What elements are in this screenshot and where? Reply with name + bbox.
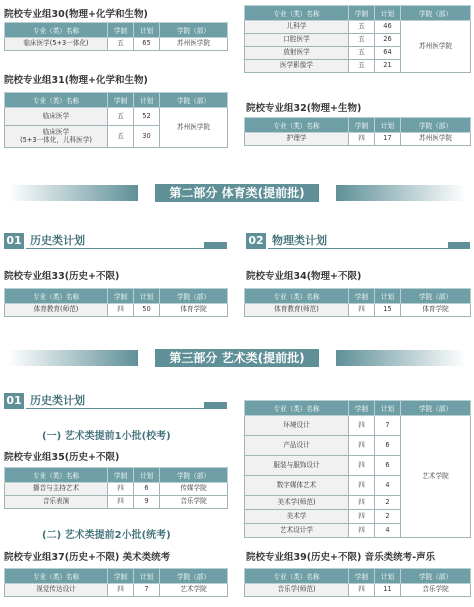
header-years: 学制 [349, 6, 375, 21]
part-3-banner [0, 346, 474, 370]
major-cell: 数字媒体艺术 [245, 476, 349, 496]
group-32-title: 院校专业组32(物理+生物) [246, 103, 362, 114]
section-number: 01 [4, 393, 24, 409]
section-label: 历史类计划 [30, 394, 85, 407]
years-cell: 五 [108, 38, 134, 51]
plan-cell: 17 [375, 133, 401, 146]
table-row [5, 38, 228, 51]
plan-cell: 2 [375, 510, 401, 524]
major-cell: 体育教育(师范) [245, 304, 349, 317]
header-plan: 计划 [375, 118, 401, 133]
major-cell: 放射医学 [245, 47, 349, 60]
group-33-title: 院校专业组33(历史+不限) [4, 271, 120, 282]
section-number: 01 [4, 233, 24, 249]
section-rule [268, 248, 470, 249]
table-header-row [5, 23, 228, 38]
header-plan: 计划 [134, 23, 160, 38]
header-college: 学院（部） [401, 401, 471, 416]
plan-cell: 50 [134, 304, 160, 317]
group-35-title: 院校专业组35(历史+不限) [4, 452, 120, 463]
header-college: 学院（部） [401, 118, 471, 133]
header-plan: 计划 [134, 289, 160, 304]
major-cell: 产品设计 [245, 436, 349, 456]
header-major: 专业（类）名称 [5, 569, 108, 584]
major-cell: 医学影像学 [245, 60, 349, 73]
header-college: 学院（部） [160, 569, 228, 584]
major-cell: 视觉传达设计 [5, 584, 108, 597]
major-cell: 护理学 [245, 133, 349, 146]
group-32-table [244, 117, 471, 146]
table-header-row [5, 468, 228, 483]
part-2-title: 第二部分 体育类(提前批) [0, 184, 474, 201]
header-college: 学院（部） [160, 289, 228, 304]
major-cell: 临床医学(5+3一体化) [5, 38, 108, 51]
plan-cell: 7 [375, 416, 401, 436]
table-header-row [5, 93, 228, 108]
header-years: 学制 [349, 118, 375, 133]
group-31-title: 院校专业组31(物理+化学和生物) [4, 75, 148, 86]
group-39-table [244, 568, 471, 597]
college-cell: 体育学院 [401, 304, 471, 317]
header-college: 学院（部） [401, 6, 471, 21]
group-31-table [4, 92, 228, 148]
years-cell: 四 [349, 510, 375, 524]
years-cell: 五 [108, 108, 134, 126]
plan-cell: 6 [134, 483, 160, 496]
plan-cell: 4 [375, 524, 401, 538]
college-cell: 苏州医学院 [160, 108, 228, 148]
years-cell: 四 [349, 476, 375, 496]
section-tab [204, 402, 227, 409]
major-cell: 口腔医学 [245, 34, 349, 47]
header-major: 专业（类）名称 [5, 93, 108, 108]
years-cell: 四 [349, 524, 375, 538]
group-30-title: 院校专业组30(物理+化学和生物) [4, 9, 148, 20]
years-cell: 五 [108, 126, 134, 148]
table-row [5, 483, 228, 496]
part-3-title: 第三部分 艺术类(提前批) [0, 349, 474, 366]
table-row [245, 584, 471, 597]
section-tab [204, 242, 227, 249]
header-major: 专业（类）名称 [245, 6, 349, 21]
plan-cell: 9 [134, 496, 160, 509]
table-row [245, 21, 471, 34]
major-cell: 服装与服饰设计 [245, 456, 349, 476]
table-row [245, 133, 471, 146]
group-30-table [4, 22, 228, 51]
header-years: 学制 [108, 93, 134, 108]
header-major: 专业（类）名称 [245, 289, 349, 304]
table-header-row [245, 289, 471, 304]
plan-cell: 65 [134, 38, 160, 51]
college-cell: 体育学院 [160, 304, 228, 317]
subsection-batch-2: (二) 艺术类提前2小批(统考) [42, 530, 171, 541]
header-years: 学制 [349, 289, 375, 304]
header-major: 专业（类）名称 [5, 468, 108, 483]
plan-cell: 2 [375, 496, 401, 510]
header-plan: 计划 [134, 468, 160, 483]
table-header-row [245, 569, 471, 584]
years-cell: 四 [349, 304, 375, 317]
years-cell: 四 [108, 483, 134, 496]
group-37-table [4, 568, 228, 597]
header-major: 专业（类）名称 [245, 569, 349, 584]
header-major: 专业（类）名称 [5, 289, 108, 304]
header-plan: 计划 [375, 289, 401, 304]
header-plan: 计划 [375, 6, 401, 21]
table-row [5, 584, 228, 597]
major-cell: 临床医学 (5+3一体化，儿科医学) [5, 126, 108, 148]
plan-cell: 21 [375, 60, 401, 73]
group-33-table [4, 288, 228, 317]
table-header-row [245, 6, 471, 21]
college-cell: 艺术学院 [401, 416, 471, 538]
header-college: 学院（部） [401, 569, 471, 584]
header-college: 学院（部） [160, 468, 228, 483]
header-major: 专业（类）名称 [245, 401, 349, 416]
header-years: 学制 [108, 468, 134, 483]
years-cell: 四 [349, 133, 375, 146]
table-row [5, 108, 228, 126]
section-label: 历史类计划 [30, 234, 85, 247]
years-cell: 五 [349, 34, 375, 47]
header-years: 学制 [349, 401, 375, 416]
table-row [5, 496, 228, 509]
section-history-pe [4, 233, 227, 249]
table-header-row [5, 569, 228, 584]
header-college: 学院（部） [160, 93, 228, 108]
header-years: 学制 [108, 23, 134, 38]
major-cell: 体育教育(师范) [5, 304, 108, 317]
section-tab [448, 242, 470, 249]
header-years: 学制 [349, 569, 375, 584]
plan-cell: 4 [375, 476, 401, 496]
plan-cell: 26 [375, 34, 401, 47]
header-college: 学院（部） [160, 23, 228, 38]
section-rule [26, 408, 227, 409]
plan-cell: 64 [375, 47, 401, 60]
section-rule [26, 248, 227, 249]
years-cell: 四 [108, 496, 134, 509]
header-major: 专业（类）名称 [5, 23, 108, 38]
major-cell: 艺术设计学 [245, 524, 349, 538]
major-cell: 环境设计 [245, 416, 349, 436]
years-cell: 五 [349, 60, 375, 73]
plan-cell: 15 [375, 304, 401, 317]
major-cell: 美术学 [245, 510, 349, 524]
group-34-title: 院校专业组34(物理+不限) [246, 271, 362, 282]
section-physics-pe [246, 233, 470, 249]
table-row [245, 416, 471, 436]
table-row [245, 304, 471, 317]
header-years: 学制 [108, 569, 134, 584]
years-cell: 四 [108, 584, 134, 597]
plan-cell: 7 [134, 584, 160, 597]
major-cell: 音乐学(师范) [245, 584, 349, 597]
header-plan: 计划 [134, 569, 160, 584]
major-cell: 美术学(师范) [245, 496, 349, 510]
section-history-art [4, 393, 227, 409]
years-cell: 四 [349, 456, 375, 476]
section-number: 02 [246, 233, 266, 249]
table-header-row [245, 401, 471, 416]
header-major: 专业（类）名称 [245, 118, 349, 133]
section-label: 物理类计划 [272, 234, 327, 247]
college-cell: 音乐学院 [401, 584, 471, 597]
plan-cell: 30 [134, 126, 160, 148]
college-cell: 苏州医学院 [401, 133, 471, 146]
header-years: 学制 [108, 289, 134, 304]
college-cell: 传媒学院 [160, 483, 228, 496]
plan-cell: 6 [375, 456, 401, 476]
plan-cell: 11 [375, 584, 401, 597]
years-cell: 四 [349, 436, 375, 456]
plan-cell: 6 [375, 436, 401, 456]
college-cell: 艺术学院 [160, 584, 228, 597]
major-cell: 临床医学 [5, 108, 108, 126]
group-37-title: 院校专业组37(历史+不限) 美术类统考 [4, 552, 171, 563]
years-cell: 五 [349, 47, 375, 60]
table-header-row [5, 289, 228, 304]
major-cell: 音乐表演 [5, 496, 108, 509]
table-row [5, 304, 228, 317]
group-39-title: 院校专业组39(历史+不限) 音乐类统考-声乐 [246, 552, 436, 563]
subsection-batch-1: (一) 艺术类提前1小批(校考) [42, 431, 171, 442]
header-college: 学院（部） [401, 289, 471, 304]
college-cell: 音乐学院 [160, 496, 228, 509]
continued-medical-table [244, 5, 471, 73]
years-cell: 四 [349, 584, 375, 597]
college-cell: 苏州医学院 [160, 38, 228, 51]
group-34-table [244, 288, 471, 317]
part-2-banner [0, 181, 474, 205]
years-cell: 四 [349, 496, 375, 510]
college-cell: 苏州医学院 [401, 21, 471, 73]
plan-cell: 52 [134, 108, 160, 126]
group-35-table [4, 467, 228, 509]
header-plan: 计划 [134, 93, 160, 108]
plan-cell: 46 [375, 21, 401, 34]
major-cell: 儿科学 [245, 21, 349, 34]
art-design-table [244, 400, 471, 538]
table-header-row [245, 118, 471, 133]
header-plan: 计划 [375, 401, 401, 416]
years-cell: 四 [349, 416, 375, 436]
major-cell: 播音与主持艺术 [5, 483, 108, 496]
header-plan: 计划 [375, 569, 401, 584]
years-cell: 四 [108, 304, 134, 317]
years-cell: 五 [349, 21, 375, 34]
